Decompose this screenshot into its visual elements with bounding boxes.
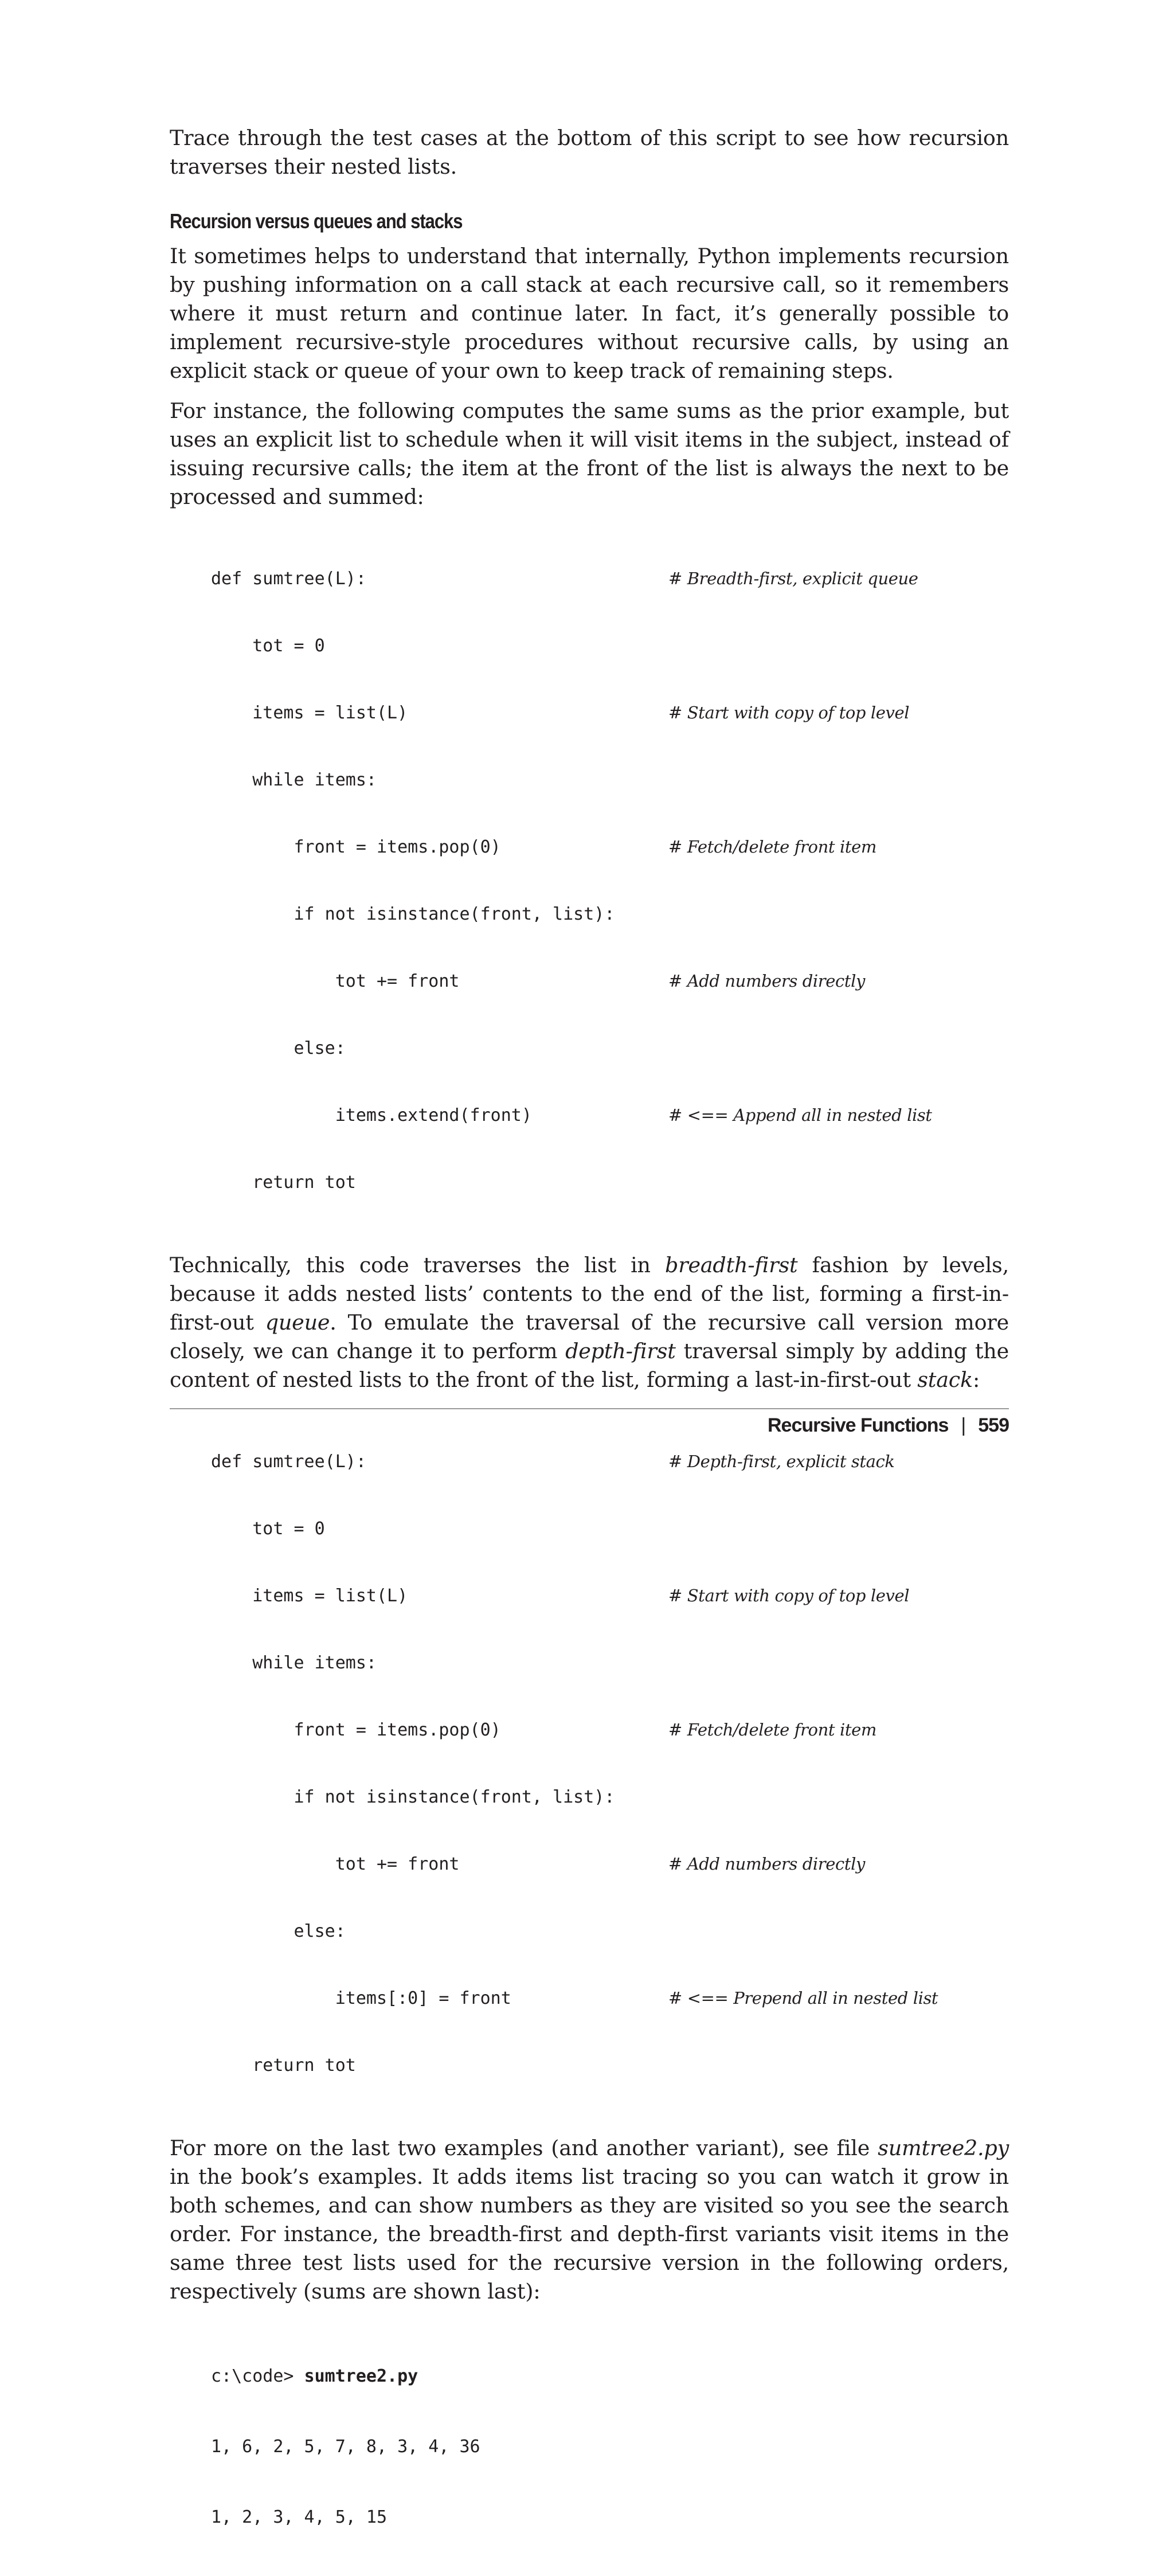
code-text: def sumtree(L): [211, 1452, 366, 1472]
code-line [211, 568, 1009, 590]
text-run: For more on the last two examples (and another variant), see file [170, 2136, 878, 2160]
footer-chapter-title: Recursive Functions [768, 1414, 949, 1436]
code-comment: # Add numbers directly [668, 1854, 865, 1874]
code-line [211, 970, 1009, 992]
paragraph-sumtree2 [170, 2134, 1009, 2306]
code-text: tot += front [211, 1854, 460, 1874]
code-line [211, 1786, 1009, 1808]
code-text: return tot [211, 2055, 356, 2075]
code-line [211, 1171, 1009, 1194]
code-line [211, 1037, 1009, 1060]
paragraph-call-stack: It sometimes helps to understand that internally, Python implements recursion by pushing information on a call stack at each recursive call, so it remembers where it must return and continue later. In fact, it’s generally possible to implement recursive-style procedures without recursive calls, by using an explicit stack or queue of your own to keep track of remaining steps. [170, 244, 1009, 383]
paragraph-breadth-depth [170, 1251, 1009, 1394]
console-prompt: c:\code> [211, 2366, 304, 2386]
code-line [211, 1987, 1009, 2010]
code-block-depth-first [211, 1406, 1009, 2121]
code-line [211, 903, 1009, 925]
footer-divider [170, 1408, 1009, 1409]
code-line [211, 1518, 1009, 1540]
code-line [211, 702, 1009, 724]
code-text: front = items.pop(0) [211, 1720, 501, 1740]
code-text: else: [211, 1921, 346, 1941]
term-breadth-first: breadth-first [665, 1253, 798, 1277]
code-text: def sumtree(L): [211, 569, 366, 589]
code-text: front = items.pop(0) [211, 837, 501, 857]
text-run: : [972, 1367, 980, 1392]
code-line [211, 1451, 1009, 1473]
code-line [211, 1719, 1009, 1741]
text-run: . To emulate the traversal of the recursive call version more closely, we can change it to perform [170, 1310, 1009, 1363]
code-text: return tot [211, 1172, 356, 1193]
code-text: else: [211, 1038, 346, 1058]
footer-separator: | [961, 1414, 966, 1436]
intro-paragraph: Trace through the test cases at the bottom of this script to see how recursion traverses their nested lists. [170, 126, 1009, 179]
code-line [211, 1652, 1009, 1674]
text-run: Technically, this code traverses the list in [170, 1253, 666, 1277]
code-comment: # Add numbers directly [668, 971, 865, 991]
text-run: fashion by levels, because it adds nested lists’ contents to the end of the list, forming a first-in-first-out [170, 1253, 1009, 1335]
page-body [170, 124, 1009, 2576]
code-comment: # Start with copy of top level [668, 1586, 910, 1605]
code-comment: # Breadth-first, explicit queue [668, 569, 918, 588]
code-line [211, 836, 1009, 858]
code-text: if not isinstance(front, list): [211, 1787, 615, 1807]
code-line [211, 2054, 1009, 2077]
code-line [211, 1853, 1009, 1875]
page-footer [768, 1412, 1009, 1439]
console-output-block [211, 2317, 1009, 2576]
code-line [211, 1920, 1009, 1942]
code-comment: # Fetch/delete front item [668, 837, 876, 857]
code-line [211, 1104, 1009, 1127]
paragraph-explicit-list: For instance, the following computes the same sums as the prior example, but uses an explicit list to schedule when it will visit items in the subject, instead of issuing recursive calls; the item at the front of the list is always the next to be processed and summed: [170, 398, 1009, 509]
console-command-line [211, 2364, 1009, 2388]
code-text: while items: [211, 770, 377, 790]
term-depth-first: depth-first [565, 1339, 676, 1363]
code-line [211, 769, 1009, 791]
code-text: items = list(L) [211, 703, 408, 723]
code-text: tot += front [211, 971, 460, 991]
console-output-line: 1, 2, 3, 4, 5, 15 [211, 2507, 388, 2527]
section-heading: Recursion versus queues and stacks [170, 209, 463, 233]
code-comment: # Start with copy of top level [668, 703, 910, 722]
code-comment: # Fetch/delete front item [668, 1720, 876, 1740]
code-text: items = list(L) [211, 1586, 408, 1606]
code-comment: # <== Prepend all in nested list [668, 1988, 938, 2008]
code-comment: # <== Append all in nested list [668, 1105, 932, 1125]
code-line [211, 1585, 1009, 1607]
console-output-line: 1, 6, 2, 5, 7, 8, 3, 4, 36 [211, 2437, 480, 2457]
term-queue: queue [265, 1310, 330, 1335]
footer-page-number: 559 [978, 1414, 1009, 1436]
code-comment: # Depth-first, explicit stack [668, 1452, 895, 1471]
code-block-breadth-first [211, 523, 1009, 1238]
text-run: in the book’s examples. It adds items list tracing so you can watch it grow in both schemes, and can show numbers as they are visited so you see the search order. For instance, the breadth-first and depth-first variants visit items in the same three test lists used for the recursive version in the following orders, respectively (sums are shown last): [170, 2164, 1009, 2304]
code-text: items.extend(front) [211, 1105, 532, 1125]
term-stack: stack [917, 1367, 973, 1392]
code-text: tot = 0 [211, 636, 325, 656]
code-line [211, 635, 1009, 657]
code-text: while items: [211, 1653, 377, 1673]
filename-sumtree2: sumtree2.py [878, 2136, 1009, 2160]
console-command: sumtree2.py [304, 2366, 418, 2386]
code-text: if not isinstance(front, list): [211, 904, 615, 924]
code-text: items[:0] = front [211, 1988, 511, 2008]
code-text: tot = 0 [211, 1519, 325, 1539]
text-run: traversal simply by adding the content of nested lists to the front of the list, forming a last-in-first-out [170, 1339, 1009, 1392]
